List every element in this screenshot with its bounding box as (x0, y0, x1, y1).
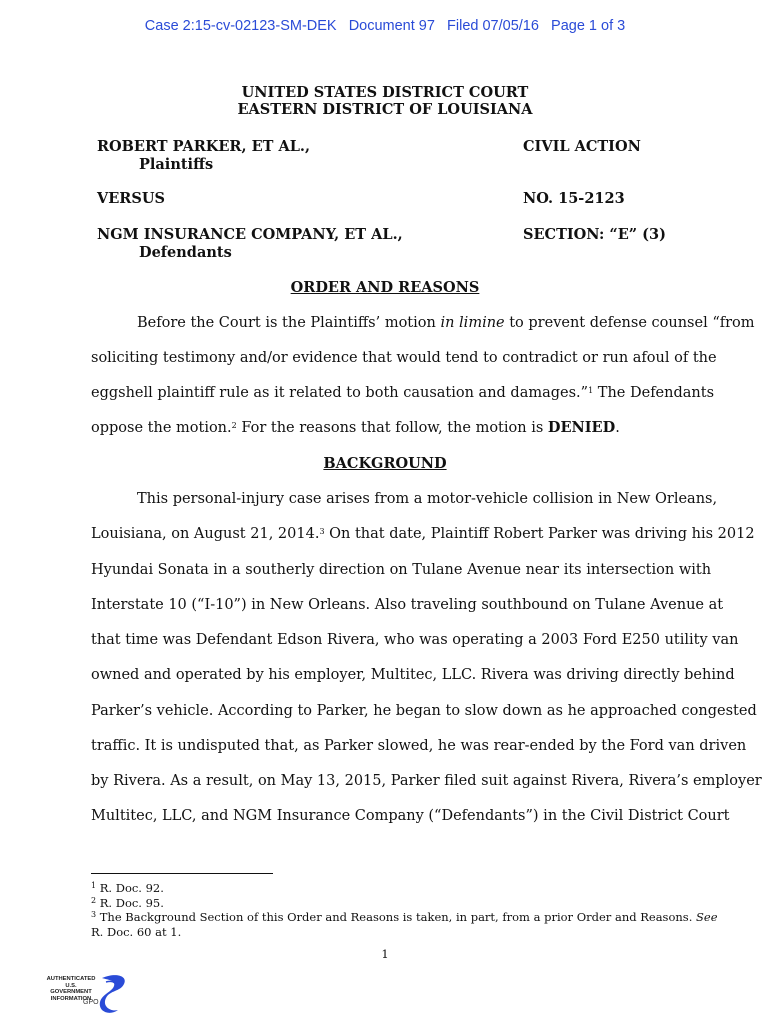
footnote-ref[interactable]: 3 (319, 527, 325, 536)
footnote-1 (91, 881, 691, 896)
footnote-number: 1 (91, 881, 97, 890)
court-district: EASTERN DISTRICT OF LOUISIANA (237, 101, 533, 118)
footnote-number: 3 (91, 910, 97, 919)
ruling: DENIED (547, 419, 616, 436)
background-line-9: by Rivera. As a result, on May 13, 2015, Parker filed suit against Rivera, Rivera’s employer (91, 773, 762, 789)
gpo-label: GPO (83, 999, 99, 1006)
gpo-eagle-icon (44, 970, 134, 1018)
caption-defendant-role: Defendants (139, 244, 232, 261)
intro-line-4 (91, 419, 680, 437)
footnote-ref[interactable]: 1 (588, 386, 594, 395)
footnote-number: 2 (91, 896, 97, 905)
in-limine-term: in limine (440, 315, 505, 331)
background-line-3: Hyundai Sonata in a southerly direction on Tulane Avenue near its intersection with (91, 562, 712, 578)
intro-text: For the reasons that follow, the motion is (236, 420, 548, 436)
footnote-text: R. Doc. 95. (96, 896, 164, 910)
caption-section: SECTION: “E” (3) (523, 226, 666, 243)
gpo-seal-text: AUTHENTICATED U.S. GOVERNMENT INFORMATION (46, 976, 96, 1002)
background-text: Louisiana, on August 21, 2014. (91, 526, 320, 542)
page-indicator: Page 1 of 3 (551, 18, 626, 34)
background-line-10: Multitec, LLC, and NGM Insurance Company (“Defendants”) in the Civil District Court (91, 808, 730, 824)
background-line-4: Interstate 10 (“I-10”) in New Orleans. Also traveling southbound on Tulane Avenue at (91, 597, 724, 613)
background-line-2 (91, 525, 755, 543)
caption-defendant: NGM INSURANCE COMPANY, ET AL., (97, 226, 403, 243)
caption-civil-action: CIVIL ACTION (523, 138, 641, 155)
intro-line-2: soliciting testimony and/or evidence that would tend to contradict or run afoul of the (91, 350, 717, 366)
background-line-1: This personal-injury case arises from a motor-vehicle collision in New Orleans, (137, 491, 718, 507)
case-number: Case 2:15-cv-02123-SM-DEK (144, 18, 337, 34)
background-line-7: Parker’s vehicle. According to Parker, he began to slow down as he approached congested (91, 703, 757, 719)
footnote-divider (91, 873, 273, 874)
intro-text: Before the Court is the Plaintiffs’ motion (137, 315, 441, 331)
document-number: Document 97 (348, 18, 435, 34)
intro-text: . (615, 420, 620, 436)
intro-line-1 (137, 314, 755, 332)
footnote-3-continued: R. Doc. 60 at 1. (91, 925, 182, 939)
caption-plaintiff: ROBERT PARKER, ET AL., (97, 138, 311, 155)
footnote-text: The Background Section of this Order and Reasons is taken, in part, from a prior Order and Reasons. (96, 910, 697, 924)
background-line-8: traffic. It is undisputed that, as Parker slowed, he was rear-ended by the Ford van driven (91, 738, 747, 754)
background-text: On that date, Plaintiff Robert Parker was driving his 2012 (324, 526, 755, 542)
footnote-signal: See (696, 910, 718, 924)
footnote-text: R. Doc. 92. (96, 881, 164, 895)
intro-text: to prevent defense counsel “from (504, 315, 755, 331)
footnote-2 (91, 896, 691, 911)
filed-date: Filed 07/05/16 (447, 18, 539, 34)
court-name: UNITED STATES DISTRICT COURT (241, 84, 529, 101)
background-line-6: owned and operated by his employer, Multitec, LLC. Rivera was driving directly behind (91, 667, 735, 683)
footnote-3 (91, 910, 718, 925)
caption-plaintiff-role: Plaintiffs (139, 156, 214, 173)
gpo-seal[interactable] (44, 970, 134, 1018)
caption-case-number: NO. 15-2123 (523, 190, 625, 207)
background-title: BACKGROUND (323, 455, 447, 472)
intro-text: oppose the motion. (91, 420, 232, 436)
case-header-stamp (0, 18, 770, 34)
order-title: ORDER AND REASONS (290, 279, 480, 296)
intro-text: eggshell plaintiff rule as it related to both causation and damages.” (91, 385, 589, 401)
background-line-5: that time was Defendant Edson Rivera, who was operating a 2003 Ford E250 utility van (91, 632, 739, 648)
intro-text: The Defendants (593, 385, 715, 401)
page-number: 1 (381, 947, 389, 961)
caption-versus: VERSUS (97, 190, 165, 207)
intro-line-3 (91, 384, 715, 402)
footnote-ref[interactable]: 2 (231, 421, 237, 430)
